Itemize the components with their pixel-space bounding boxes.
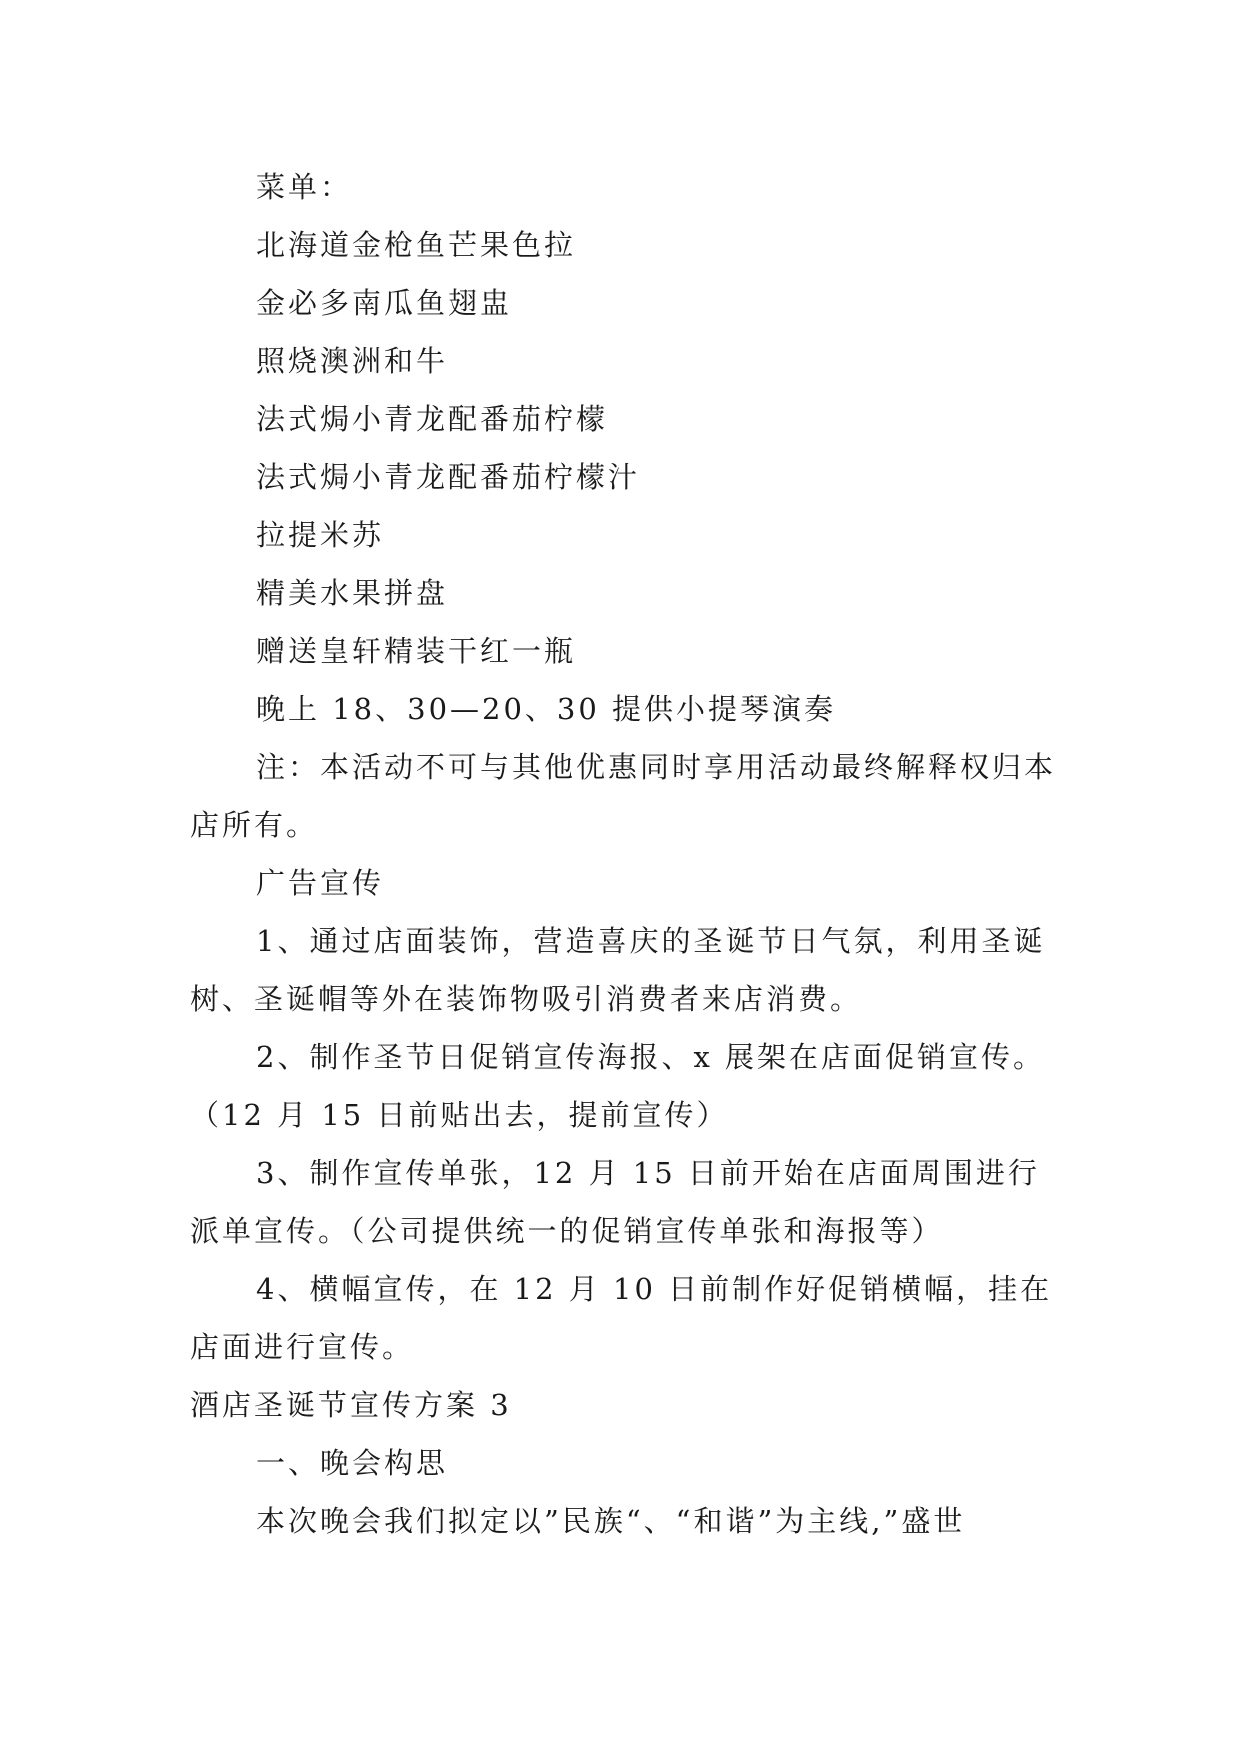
advertising-item-1: 1、通过店面装饰，营造喜庆的圣诞节日气氛，利用圣诞树、圣诞帽等外在装饰物吸引消费者来店消费。 [190, 924, 1046, 1016]
disclaimer-note: 注：本活动不可与其他优惠同时享用活动最终解释权归本店所有。 [190, 750, 1057, 842]
menu-item-8: 赠送皇轩精装干红一瓶 [256, 634, 577, 668]
subsection-heading: 一、晚会构思 [256, 1446, 449, 1480]
menu-heading: 菜单： [256, 170, 353, 204]
advertising-item-3: 3、制作宣传单张，12 月 15 日前开始在店面周围进行派单宣传。（公司提供统一的促销宣传单张和海报等） [190, 1156, 1040, 1248]
advertising-heading: 广告宣传 [256, 866, 385, 900]
body-paragraph: 本次晚会我们拟定以”民族“、“和谐”为主线,”盛世 [256, 1504, 966, 1538]
section-title: 酒店圣诞节宣传方案 3 [190, 1388, 512, 1422]
menu-item-3: 照烧澳洲和牛 [256, 344, 449, 378]
menu-item-1: 北海道金枪鱼芒果色拉 [256, 228, 577, 262]
advertising-item-2: 2、制作圣节日促销宣传海报、x 展架在店面促销宣传。（12 月 15 日前贴出去，提前宣传） [190, 1040, 1046, 1132]
menu-item-7: 精美水果拼盘 [256, 576, 449, 610]
menu-item-5: 法式焗小青龙配番茄柠檬汁 [256, 460, 641, 494]
advertising-item-4: 4、横幅宣传，在 12 月 10 日前制作好促销横幅，挂在店面进行宣传。 [190, 1272, 1053, 1364]
menu-item-6: 拉提米苏 [256, 518, 385, 552]
menu-item-4: 法式焗小青龙配番茄柠檬 [256, 402, 609, 436]
document-body [190, 158, 1060, 1550]
performance-note: 晚上 18、30—20、30 提供小提琴演奏 [256, 692, 837, 726]
menu-item-2: 金必多南瓜鱼翅盅 [256, 286, 513, 320]
